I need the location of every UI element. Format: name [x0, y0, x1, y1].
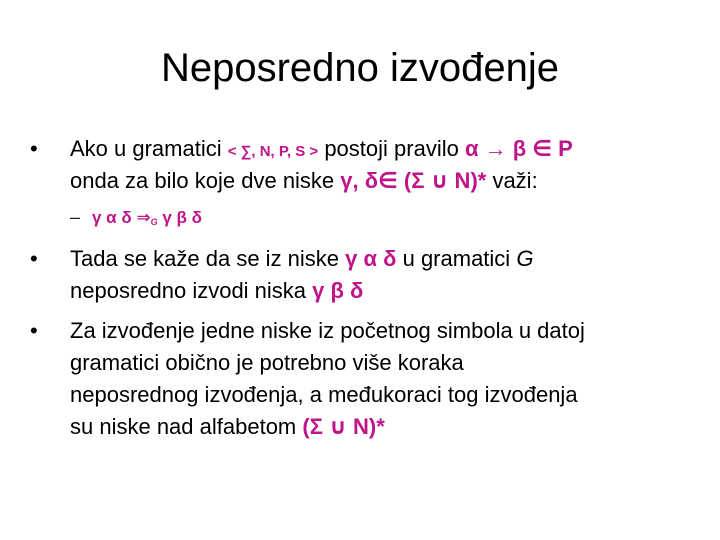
string-variables: γ, δ∈ (Σ ∪ N)*	[340, 168, 487, 193]
bullet-2-line-1	[70, 246, 533, 272]
text: u gramatici	[396, 246, 517, 271]
grammar-name: G	[516, 246, 534, 271]
expression: γ α δ	[345, 246, 397, 271]
grammar-tuple: < ∑, N, P, S >	[227, 143, 319, 160]
text: onda za bilo koje dve niske	[70, 168, 341, 193]
bullet-2-line-2	[70, 278, 363, 304]
slide-title: Neposredno izvođenje	[160, 46, 560, 90]
expression: (Σ ∪ N)*	[302, 414, 385, 439]
text: Tada se kaže da se iz niske	[70, 246, 346, 271]
bullet-1-line-1	[70, 136, 573, 165]
bullet-1-line-2	[70, 168, 538, 194]
text: Ako u gramatici	[70, 136, 228, 161]
text: su niske nad alfabetom	[70, 414, 303, 439]
bullet-3-line-2: gramatici obično je potrebno više koraka	[70, 350, 464, 375]
expression: γ β δ	[312, 278, 364, 303]
bullet-marker: •	[30, 246, 38, 271]
grammar-subscript: G	[150, 217, 158, 227]
derivation-expression	[92, 206, 202, 233]
bullet-marker: •	[30, 136, 38, 161]
bullet-3-line-4	[70, 414, 385, 440]
derivation-lhs: γ α δ ⇒	[92, 208, 151, 227]
bullet-3-line-3: neposrednog izvođenja, a međukoraci tog izvođenja	[70, 382, 578, 407]
text: važi:	[486, 168, 538, 193]
text: neposredno izvodi niska	[70, 278, 313, 303]
bullet-3-line-1: Za izvođenje jedne niske iz početnog simbola u datoj	[70, 318, 585, 343]
text: postoji pravilo	[318, 136, 465, 161]
bullet-marker: •	[30, 318, 38, 343]
sub-bullet-marker: –	[70, 207, 81, 227]
derivation-rhs: γ β δ	[157, 208, 202, 227]
production-rule: α → β ∈ P	[464, 136, 573, 161]
